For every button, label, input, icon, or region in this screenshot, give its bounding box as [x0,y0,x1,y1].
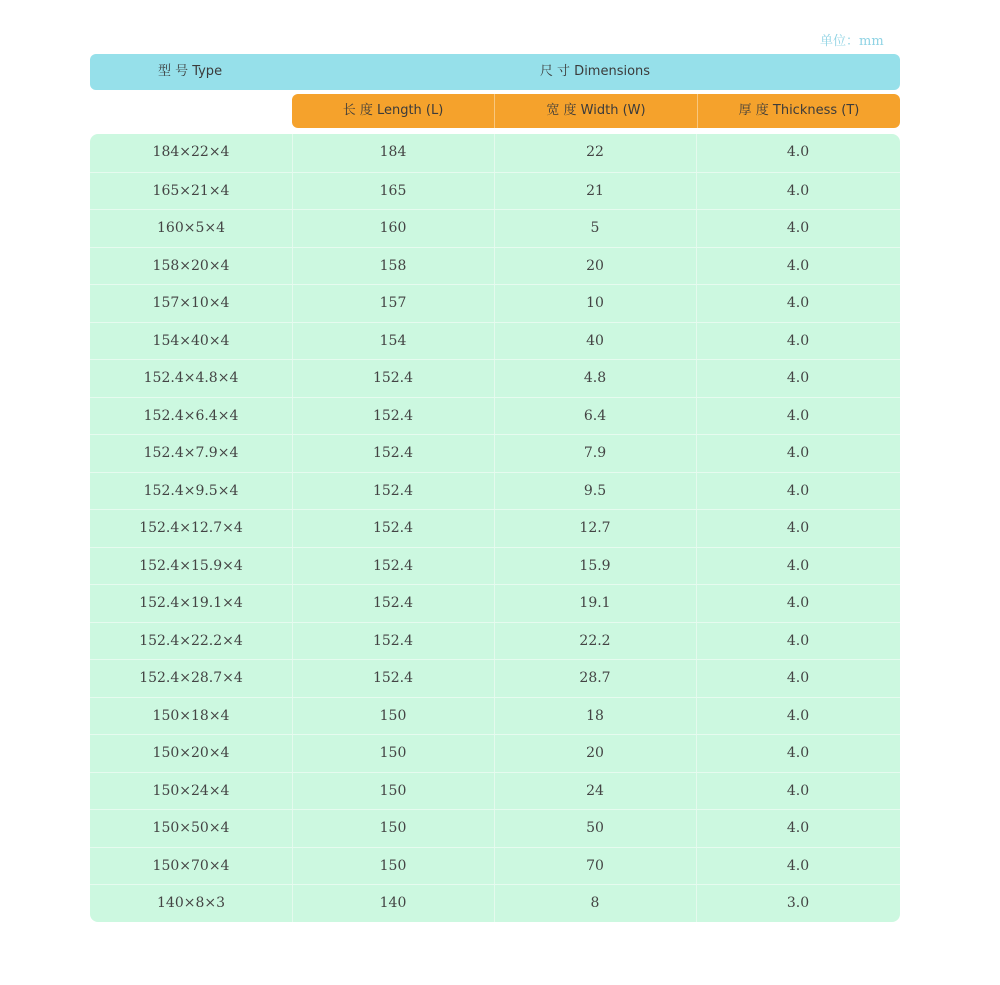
table-row [90,322,900,361]
table-row [90,434,900,473]
length-cell: 152.4 [372,482,414,499]
type-cell: 150×18×4 [152,707,230,724]
length-cell: 157 [379,295,407,311]
width-cell: 21 [586,182,604,199]
thickness-cell: 4.0 [786,407,810,424]
type-cell: 152.4×4.8×4 [143,370,239,386]
width-cell: 22 [586,144,604,160]
thickness-cell: 3.0 [786,895,810,911]
length-cell: 165 [379,182,407,199]
table-row [90,622,900,661]
table-row [90,847,900,886]
width-cell: 6.4 [583,407,607,424]
dimensions-table-body [90,134,900,922]
table-row [90,697,900,736]
type-cell: 165×21×4 [152,182,230,199]
table-row [90,884,900,923]
type-cell: 184×22×4 [152,144,230,160]
thickness-cell: 4.0 [786,782,810,799]
width-cell: 20 [586,257,604,274]
type-cell: 140×8×3 [157,895,225,911]
thickness-cell: 4.0 [786,445,810,461]
length-column-header: 长 度 Length (L) [292,94,495,128]
width-cell: 15.9 [579,557,611,574]
type-cell: 152.4×9.5×4 [143,482,239,499]
width-column-header: 宽 度 Width (W) [495,94,698,128]
length-cell: 150 [379,782,407,799]
width-cell: 19.1 [579,595,611,611]
type-cell: 157×10×4 [152,295,230,311]
thickness-cell: 4.0 [786,220,810,236]
type-cell: 152.4×7.9×4 [143,445,239,461]
length-cell: 154 [379,332,407,349]
width-cell: 40 [586,332,604,349]
length-cell: 152.4 [372,370,414,386]
length-cell: 152.4 [372,520,414,536]
thickness-cell: 4.0 [786,557,810,574]
length-cell: 152.4 [372,407,414,424]
type-cell: 150×20×4 [152,745,230,761]
length-cell: 184 [379,144,407,160]
table-row [90,509,900,548]
width-cell: 22.2 [579,632,611,649]
width-cell: 12.7 [579,520,611,536]
thickness-cell: 4.0 [786,182,810,199]
type-cell: 154×40×4 [152,332,230,349]
table-row [90,584,900,623]
thickness-column-header: 厚 度 Thickness (T) [738,103,860,118]
thickness-cell: 4.0 [786,332,810,349]
length-cell: 158 [379,257,407,274]
table-row [90,172,900,211]
table-row [90,397,900,436]
thickness-cell: 4.0 [786,707,810,724]
width-cell: 50 [586,820,604,836]
type-cell: 152.4×15.9×4 [139,557,243,574]
table-row [90,209,900,248]
type-cell: 150×50×4 [152,820,230,836]
type-cell: 160×5×4 [157,220,225,236]
type-cell: 152.4×6.4×4 [143,407,239,424]
length-cell: 152.4 [372,632,414,649]
width-cell: 28.7 [579,670,611,686]
length-cell: 152.4 [372,445,414,461]
thickness-cell: 4.0 [786,632,810,649]
width-cell: 18 [586,707,604,724]
width-cell: 20 [586,745,604,761]
length-cell: 150 [379,745,407,761]
width-cell: 8 [590,895,600,911]
thickness-cell: 4.0 [786,857,810,874]
type-cell: 152.4×28.7×4 [139,670,243,686]
length-cell: 150 [379,857,407,874]
length-cell: 160 [379,220,407,236]
table-row [90,472,900,511]
length-cell: 140 [379,895,407,911]
width-cell: 24 [586,782,604,799]
thickness-cell: 4.0 [786,257,810,274]
table-row [90,134,900,172]
width-cell: 7.9 [583,445,607,461]
thickness-cell: 4.0 [786,295,810,311]
header-primary [90,54,900,90]
length-cell: 150 [379,707,407,724]
width-cell: 10 [586,295,604,311]
table-row [90,659,900,698]
header-secondary [292,94,900,128]
thickness-cell: 4.0 [786,595,810,611]
table-row [90,547,900,586]
unit-label: 单位：mm [820,34,884,49]
type-cell: 152.4×22.2×4 [139,632,243,649]
thickness-cell: 4.0 [786,144,810,160]
length-cell: 152.4 [372,670,414,686]
table-row [90,284,900,323]
width-cell: 4.8 [583,370,607,386]
thickness-cell: 4.0 [786,670,810,686]
type-column-header: 型 号 Type [157,64,223,79]
width-cell: 5 [590,220,600,236]
thickness-cell: 4.0 [786,820,810,836]
table-row [90,734,900,773]
type-cell: 152.4×12.7×4 [139,520,243,536]
table-row [90,809,900,848]
length-cell: 152.4 [372,557,414,574]
table-row [90,247,900,286]
length-cell: 150 [379,820,407,836]
width-cell: 9.5 [583,482,607,499]
dimensions-group-header: 尺 寸 Dimensions [539,64,651,79]
width-cell: 70 [586,857,604,874]
type-cell: 158×20×4 [152,257,230,274]
type-cell: 150×70×4 [152,857,230,874]
thickness-cell: 4.0 [786,520,810,536]
type-cell: 150×24×4 [152,782,230,799]
thickness-cell: 4.0 [786,745,810,761]
thickness-cell: 4.0 [786,370,810,386]
table-row [90,359,900,398]
thickness-cell: 4.0 [786,482,810,499]
table-row [90,772,900,811]
length-cell: 152.4 [372,595,414,611]
type-cell: 152.4×19.1×4 [139,595,243,611]
